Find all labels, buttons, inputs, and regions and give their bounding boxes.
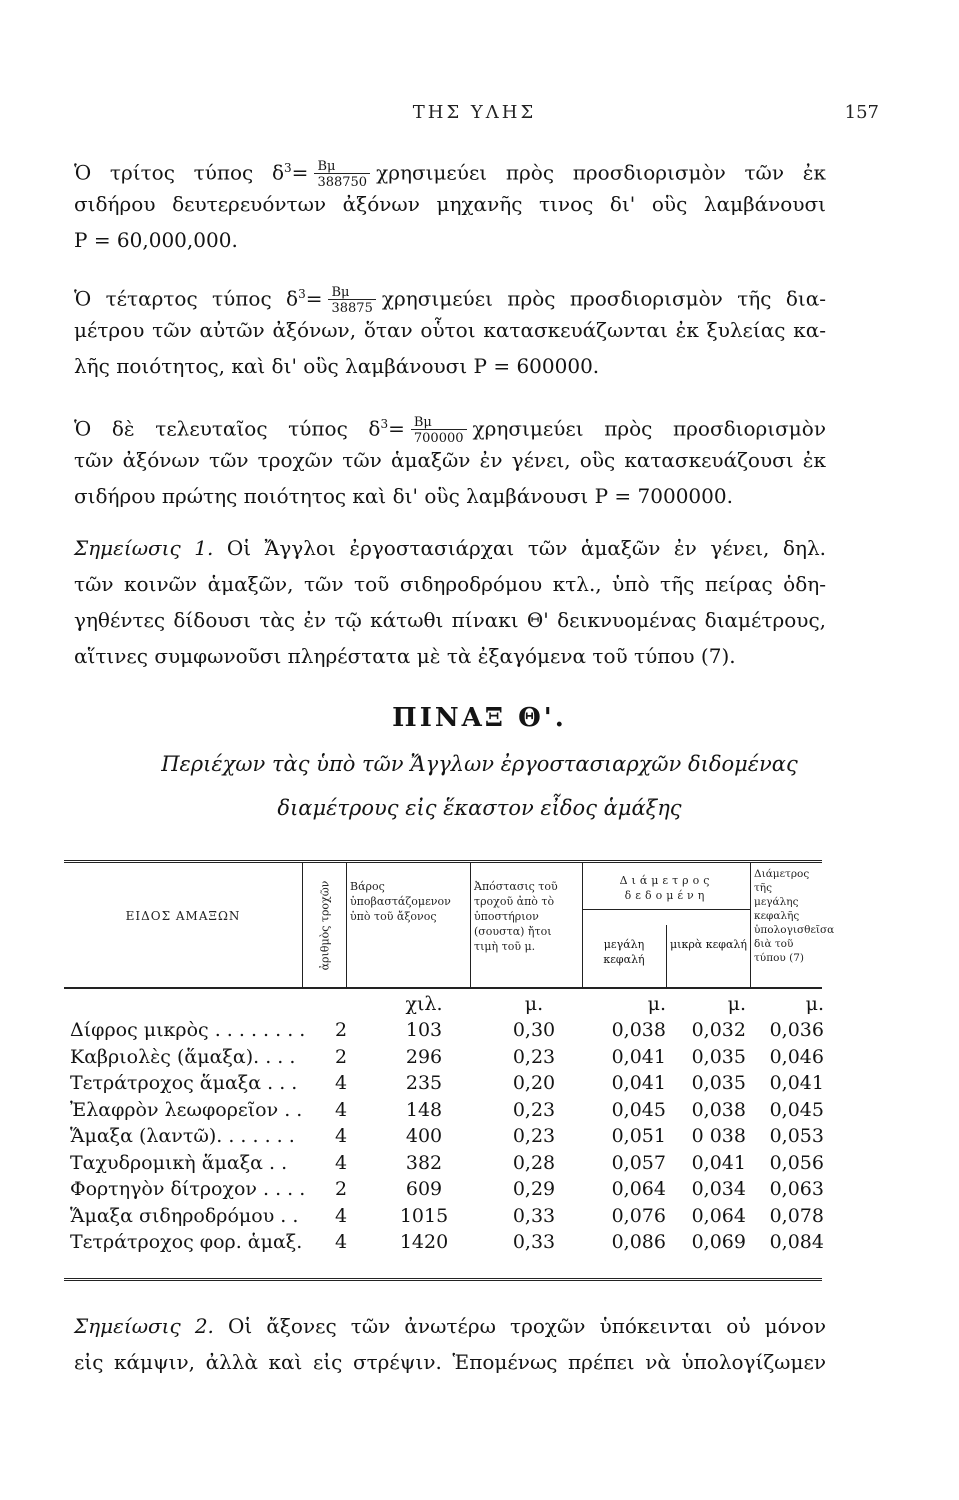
table-row: Ἅμαξα (λαντῶ). . . . . . . 4 400 0,23 0,051 0 038 0,053 xyxy=(70,1125,824,1147)
paragraph-fourth-formula xyxy=(74,276,826,384)
table-row: Τετράτροχος ἅμαξα . . . 4 235 0,20 0,041 0,035 0,041 xyxy=(70,1072,824,1094)
table-subtitle-line-1: Περιέχων τὰς ὑπὸ τῶν Ἄγγλων ἐργοστασιαρχῶν διδομένας xyxy=(161,752,798,776)
text-line: Σημείωσις 2. Οἱ ἄξονες τῶν ἀνωτέρω τροχῶν ὑπόκεινται οὐ μόνον xyxy=(74,1314,827,1338)
text-line: Ὁ τρίτος τύπος $\delta^3=$ $\frac{B\mu}{388750}$ χρησιμεύει πρὸς προσδιορισμὸν τῶν ἐκ xyxy=(74,158,826,190)
text-line: Ὁ τέταρτος τύπος $\delta^3=$ $\frac{B\mu}{38875}$ χρησιμεύει πρὸς προσδιορισμὸν τῆς δια- xyxy=(74,284,826,316)
running-title: ΤΗΣ ΥΛΗΣ xyxy=(412,102,537,123)
formula-fraction: $\frac{B\mu}{388750}$ xyxy=(314,160,370,189)
header-small-head: μικρὰ κεφαλή xyxy=(666,925,750,987)
table-row: Ἐλαφρὸν λεωφορεῖον . . 4 148 0,23 0,045 0,038 0,045 xyxy=(70,1098,824,1121)
text-line: εἰς κάμψιν, ἀλλὰ καὶ εἰς στρέψιν. Ἑπομένως πρέπει νὰ ὑπολογίζωμεν xyxy=(74,1350,826,1374)
header-distance: Ἀπόστασις τοῦ τροχοῦ ἀπὸ τὸ ὑποστήριον (σουστα) ἤτοι τιμὴ τοῦ μ. xyxy=(470,863,582,987)
header-load: Βάρος ὑποβαστάζομενον ὑπὸ τοῦ ἄξονος xyxy=(346,863,470,987)
table-row: Ἅμαξα σιδηροδρόμου . . 4 1015 0,33 0,076 0,064 0,078 xyxy=(70,1204,824,1227)
unit-distance: μ. xyxy=(524,993,544,1015)
paragraph-last-formula xyxy=(74,406,826,514)
header-large-head: μεγάλη κεφαλή xyxy=(603,938,645,966)
text-line: τῶν ἀξόνων τῶν τροχῶν τῶν ἁμαξῶν ἐν γένει, οὓς κατασκευάζουσι ἐκ xyxy=(74,448,826,472)
paragraph-third-formula xyxy=(74,150,826,258)
table-header xyxy=(64,863,835,989)
table-row: Ταχυδρομικὴ ἅμαξα . . 4 382 0,28 0,057 0,041 0,056 xyxy=(70,1151,824,1174)
formula-fraction: $\frac{B\mu}{38875}$ xyxy=(328,286,375,315)
table-body xyxy=(64,1017,822,1256)
text-line: αἵτινες συμφωνοῦσι πληρέστατα μὲ τὰ ἐξαγόμενα τοῦ τύπου (7). xyxy=(74,644,736,668)
note-2 xyxy=(74,1308,826,1380)
text-line: μέτρου τῶν αὐτῶν ἀξόνων, ὅταν οὗτοι κατασκευάζωνται ἐκ ξυλείας κα- xyxy=(74,318,826,342)
unit-small: μ. xyxy=(727,993,746,1015)
text-line: σιδήρου δευτερευόντων ἀξόνων μηχανῆς τινος δι' οὓς λαμβάνουσι xyxy=(74,192,826,216)
header-kind: ΕΙΔΟΣ ΑΜΑΞΩΝ xyxy=(125,909,241,923)
table-title: ΠΙΝΑΞ Θ'. xyxy=(392,703,567,733)
text-line: γηθέντες δίδουσι τὰς ἐν τῷ κάτωθι πίνακι Θ' δεικνυομένας διαμέτρους, xyxy=(74,608,826,632)
table-row: Φορτηγὸν δίτροχον . . . . 2 609 0,29 0,064 0,034 0,063 xyxy=(70,1178,824,1200)
carriage-axle-table xyxy=(64,860,835,1281)
unit-load: χιλ. xyxy=(405,993,443,1015)
note-label: Σημείωσις 1. xyxy=(74,536,214,560)
text-line: Ὁ δὲ τελευταῖος τύπος $\delta^3=$ $\frac{B\mu}{700000}$ χρησιμεύει πρὸς προσδιορισμὸν xyxy=(74,414,826,446)
note-1 xyxy=(74,530,826,674)
header-axles: ἀριθμὸς τροχῶν xyxy=(302,863,346,987)
unit-calculated: μ. xyxy=(805,993,824,1015)
page-number: 157 xyxy=(844,102,879,123)
table-row: Τετράτροχος φορ. ἁμαξ. 4 1420 0,33 0,086 0,069 0,084 xyxy=(70,1231,824,1253)
header-calculated: Διάμετρος τῆς μεγάλης κεφαλῆς ὑπολογισθεῖσα διὰ τοῦ τύπου (7) xyxy=(750,863,822,987)
text-line: λῆς ποιότητος, καὶ δι' οὓς λαμβάνουσι P = 600000. xyxy=(74,354,600,378)
table-row: Καβριολὲς (ἅμαξα). . . . 2 296 0,23 0,041 0,035 0,046 xyxy=(70,1045,824,1068)
text-line: Σημείωσις 1. Οἱ Ἄγγλοι ἐργοστασιάρχαι τῶν ἁμαξῶν ἐν γένει, δηλ. xyxy=(74,536,826,560)
running-head xyxy=(70,102,879,132)
units-row xyxy=(64,993,822,1019)
table-row: Δίφρος μικρὸς . . . . . . . . 2 103 0,30 0,038 0,032 0,036 xyxy=(70,1019,824,1041)
note-label: Σημείωσις 2. xyxy=(74,1314,214,1338)
text-line: P = 60,000,000. xyxy=(74,228,238,252)
formula-fraction: $\frac{B\mu}{700000}$ xyxy=(411,416,467,445)
text-line: σιδήρου πρώτης ποιότητος καὶ δι' οὓς λαμβάνουσι P = 7000000. xyxy=(74,484,733,508)
header-diameters: Διάμετρος δεδομένη xyxy=(582,863,750,987)
text-line: τῶν κοινῶν ἁμαξῶν, τῶν τοῦ σιδηροδρόμου κτλ., ὑπὸ τῆς πείρας ὁδη- xyxy=(74,572,826,596)
unit-large: μ. xyxy=(647,993,666,1015)
table-subtitle-line-2: διαμέτρους εἰς ἕκαστον εἶδος ἁμάξης xyxy=(277,796,682,820)
